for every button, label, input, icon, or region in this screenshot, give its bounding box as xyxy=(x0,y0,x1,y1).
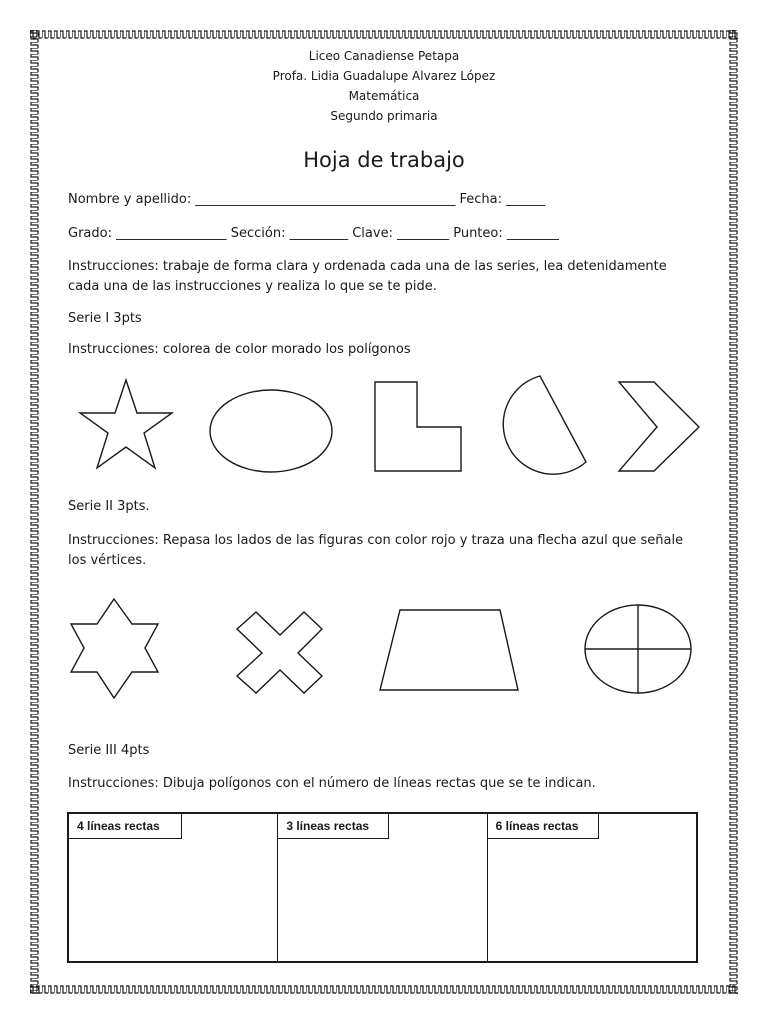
star-six-point-shape xyxy=(71,599,158,698)
school-name: Liceo Canadiense Petapa xyxy=(308,49,460,63)
box-label: 3 líneas rectas xyxy=(278,814,389,839)
series1-shapes xyxy=(0,370,768,480)
page-border-top xyxy=(30,30,738,39)
box-label: 4 líneas rectas xyxy=(69,814,182,839)
drawing-box-4-lines[interactable] xyxy=(69,814,278,961)
box-label: 6 líneas rectas xyxy=(488,814,599,839)
page-title: Hoja de trabajo xyxy=(303,148,465,172)
drawing-box-6-lines[interactable] xyxy=(488,814,696,961)
star-five-point-shape xyxy=(80,380,172,468)
chevron-shape xyxy=(619,382,699,471)
series3-instructions: Instrucciones: Dibuja polígonos con el número de líneas rectas que se te indican. xyxy=(68,776,596,791)
page-border-left xyxy=(30,30,39,994)
grade-level: Segundo primaria xyxy=(330,109,438,123)
drawing-box-3-lines[interactable] xyxy=(278,814,487,961)
subject-name: Matemática xyxy=(348,89,420,103)
grade-section-line: Grado: _________________ Sección: _________ Clave: ________ Punteo: ________ xyxy=(68,226,559,241)
series3-title: Serie III 4pts xyxy=(68,743,150,758)
general-instructions: Instrucciones: trabaje de forma clara y ordenada cada una de las series, lea detenidamente cada una de las instrucciones y realiza lo que se te pide. xyxy=(68,259,667,294)
teacher-name: Profa. Lidia Guadalupe Alvarez López xyxy=(272,69,496,83)
drawing-table xyxy=(67,812,698,963)
series1-title: Serie I 3pts xyxy=(68,311,142,326)
page-border-right xyxy=(729,30,738,994)
divided-circle-shape xyxy=(585,605,691,693)
cut-circle-shape xyxy=(503,376,586,474)
series2-title: Serie II 3pts. xyxy=(68,499,150,514)
series2-instructions: Instrucciones: Repasa los lados de las figuras con color rojo y traza una flecha azul que señale los vértices. xyxy=(68,533,684,568)
series2-shapes xyxy=(0,594,768,704)
ellipse-shape xyxy=(210,390,332,472)
series1-instructions: Instrucciones: colorea de color morado los polígonos xyxy=(68,342,411,357)
name-date-line: Nombre y apellido: ________________________________________ Fecha: ______ xyxy=(68,192,546,207)
trapezoid-shape xyxy=(380,610,518,690)
l-shape xyxy=(375,382,461,471)
page-border-bottom xyxy=(30,985,738,994)
cross-x-shape xyxy=(237,612,322,693)
